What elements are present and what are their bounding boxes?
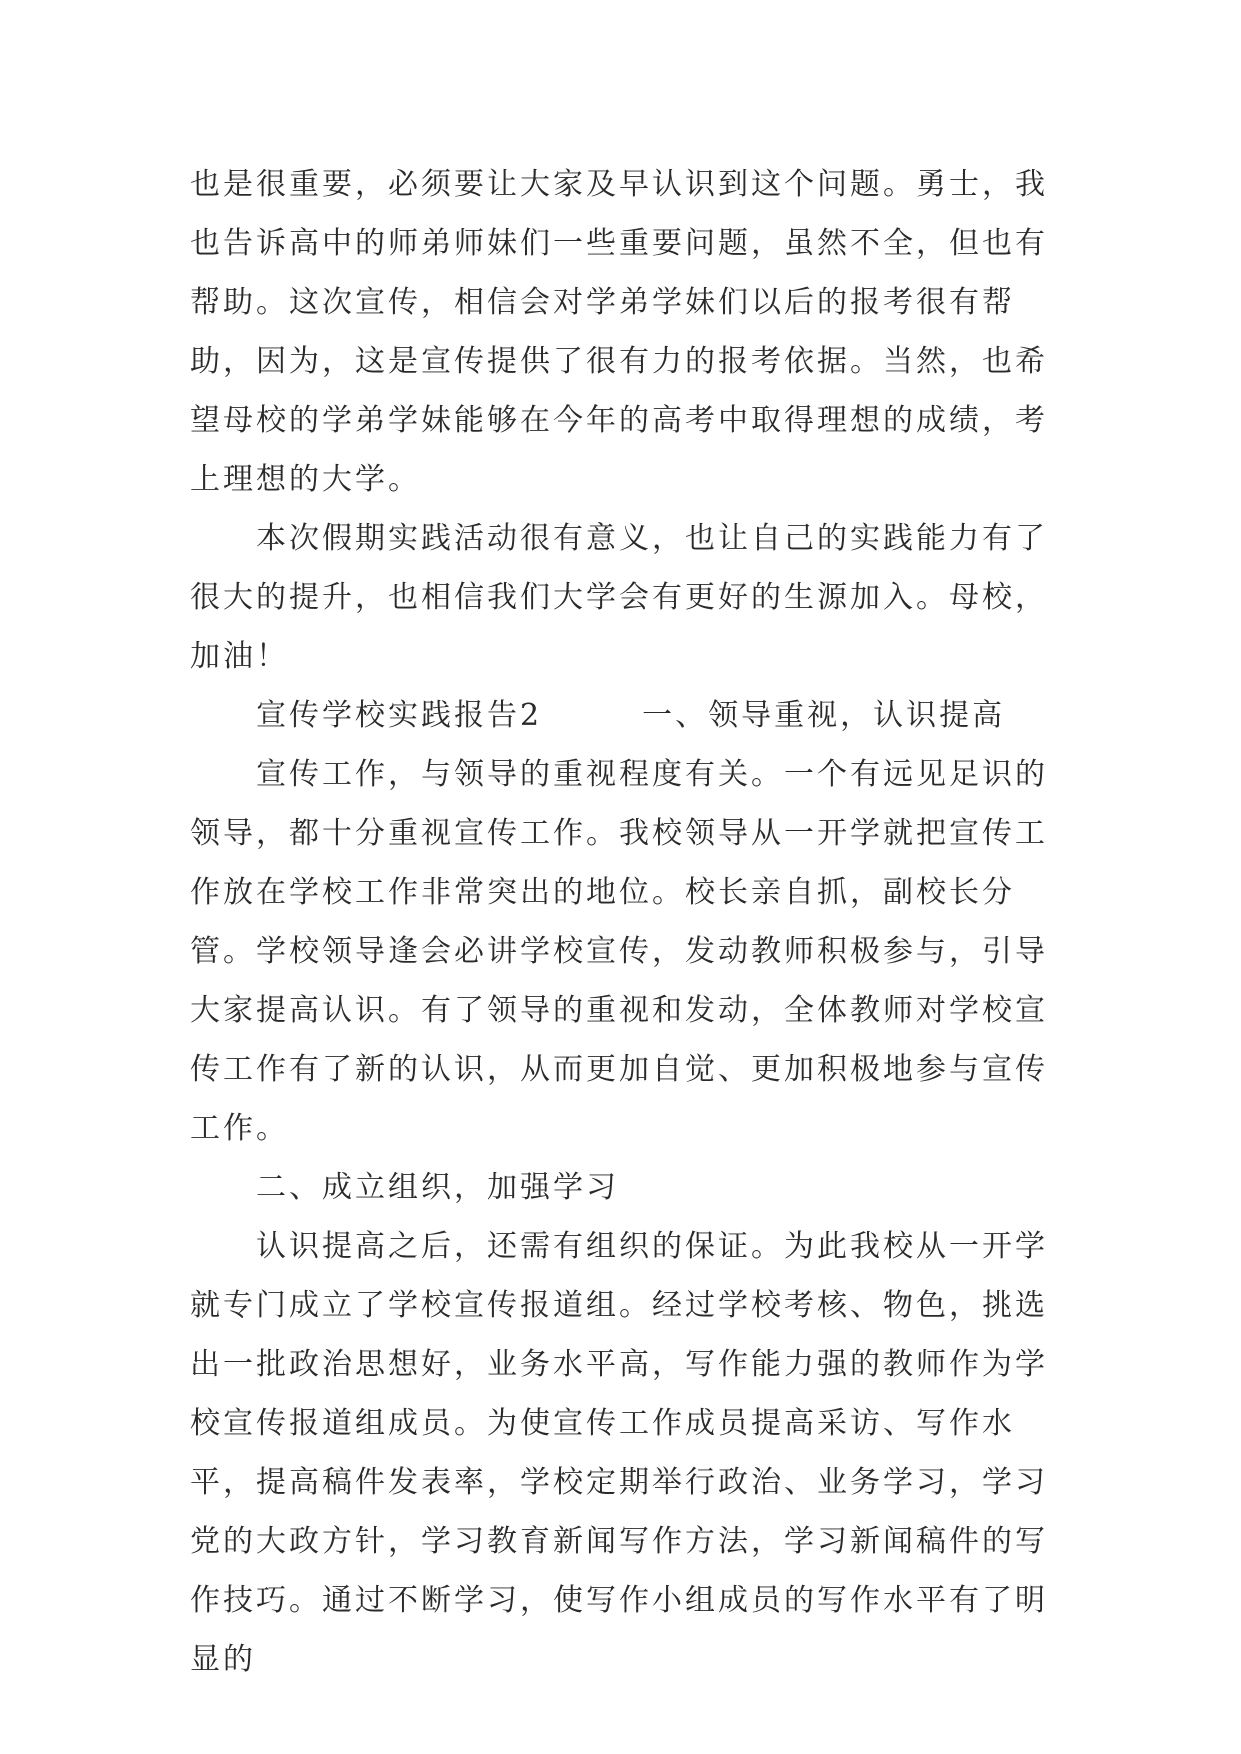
section2-heading: 二、成立组织，加强学习 — [256, 1170, 619, 1205]
report-title-line — [190, 686, 1060, 745]
section1-heading: 一、领导重视，认识提高 — [642, 698, 1006, 733]
document-body — [190, 155, 1060, 1689]
report-title: 宣传学校实践报告2 — [256, 698, 543, 733]
paragraph-continuation: 也是很重要，必须要让大家及早认识到这个问题。勇士，我也告诉高中的师弟师妹们一些重要问题，虽然不全，但也有帮助。这次宣传，相信会对学弟学妹们以后的报考很有帮助，因为，这是宣传提供了很有力的报考依据。当然，也希望母校的学弟学妹能够在今年的高考中取得理想的成绩，考上理想的大学。 — [190, 167, 1048, 497]
section2-body: 认识提高之后，还需有组织的保证。为此我校从一开学就专门成立了学校宣传报道组。经过学校考核、物色，挑选出一批政治思想好，业务水平高，写作能力强的教师作为学校宣传报道组成员。为使宣传工作成员提高采访、写作水平，提高稿件发表率，学校定期举行政治、业务学习，学习党的大政方针，学习教育新闻写作方法，学习新闻稿件的写作技巧。通过不断学习，使写作小组成员的写作水平有了明显的 — [190, 1229, 1048, 1677]
section1-body: 宣传工作，与领导的重视程度有关。一个有远见足识的领导，都十分重视宣传工作。我校领导从一开学就把宣传工作放在学校工作非常突出的地位。校长亲自抓，副校长分管。学校领导逢会必讲学校宣传，发动教师积极参与，引导大家提高认识。有了领导的重视和发动，全体教师对学校宣传工作有了新的认识，从而更加自觉、更加积极地参与宣传工作。 — [190, 757, 1048, 1146]
paragraph-conclusion: 本次假期实践活动很有意义，也让自己的实践能力有了很大的提升，也相信我们大学会有更好的生源加入。母校，加油！ — [190, 521, 1048, 674]
